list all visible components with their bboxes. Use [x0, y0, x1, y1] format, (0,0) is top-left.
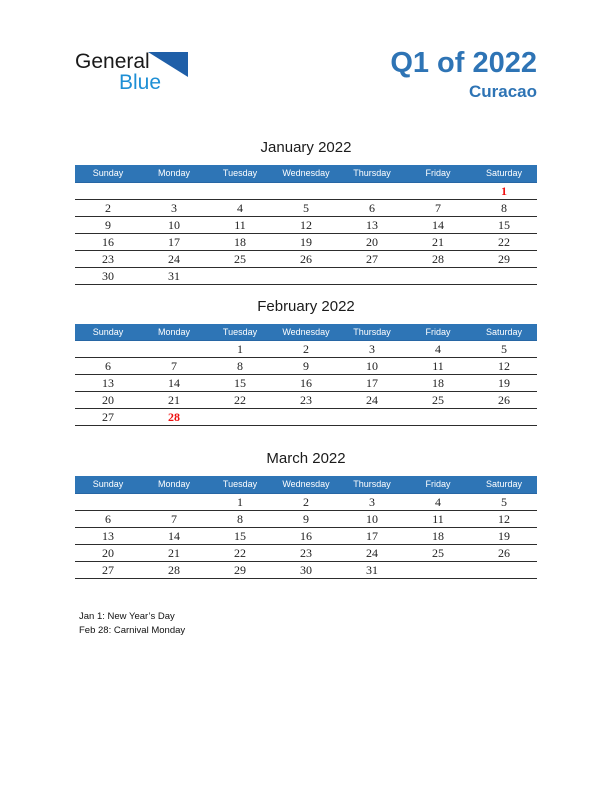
day-cell-empty	[207, 182, 273, 199]
weekday-header: Saturday	[471, 324, 537, 341]
day-cell: 4	[405, 341, 471, 358]
weekday-header: Tuesday	[207, 476, 273, 493]
day-cell: 16	[273, 375, 339, 392]
weekday-header: Wednesday	[273, 476, 339, 493]
week-row	[75, 544, 537, 561]
day-cell: 3	[141, 199, 207, 216]
weekday-header: Thursday	[339, 324, 405, 341]
month-february	[75, 298, 537, 427]
day-cell: 17	[141, 233, 207, 250]
day-cell: 17	[339, 375, 405, 392]
weekday-header: Tuesday	[207, 165, 273, 182]
day-cell: 7	[141, 510, 207, 527]
day-cell: 10	[339, 358, 405, 375]
day-cell: 23	[273, 544, 339, 561]
weekday-header: Monday	[141, 324, 207, 341]
day-cell: 13	[75, 375, 141, 392]
day-cell: 18	[207, 233, 273, 250]
holiday-footnote: Jan 1: New Year’s Day	[79, 610, 175, 622]
month-january	[75, 139, 537, 285]
weekday-header: Thursday	[339, 476, 405, 493]
weekday-header: Thursday	[339, 165, 405, 182]
day-cell: 13	[75, 527, 141, 544]
weekday-header: Friday	[405, 476, 471, 493]
day-cell: 18	[405, 527, 471, 544]
day-cell: 15	[207, 375, 273, 392]
calendar-table	[75, 476, 537, 579]
day-cell: 26	[471, 392, 537, 409]
day-cell-empty	[405, 561, 471, 578]
month-title: January 2022	[260, 139, 352, 156]
month-march	[75, 450, 537, 579]
weekday-header: Sunday	[75, 476, 141, 493]
month-title: February 2022	[257, 297, 355, 315]
day-cell: 24	[339, 392, 405, 409]
day-cell: 12	[273, 216, 339, 233]
weekday-header: Wednesday	[273, 165, 339, 182]
weekday-header: Monday	[141, 476, 207, 493]
day-cell: 27	[75, 561, 141, 578]
day-cell-empty	[75, 493, 141, 510]
day-cell-empty	[339, 182, 405, 199]
day-cell: 7	[141, 358, 207, 375]
day-cell-empty	[207, 267, 273, 284]
day-cell: 24	[339, 544, 405, 561]
region-subtitle: Curacao	[468, 82, 537, 102]
day-cell: 12	[471, 510, 537, 527]
day-cell: 3	[339, 493, 405, 510]
day-cell: 9	[75, 216, 141, 233]
day-cell: 19	[273, 233, 339, 250]
title-block	[390, 48, 537, 102]
week-row	[75, 493, 537, 510]
day-cell: 29	[471, 250, 537, 267]
day-cell-empty	[405, 182, 471, 199]
day-cell: 6	[75, 358, 141, 375]
day-cell-empty	[207, 409, 273, 426]
week-row	[75, 392, 537, 409]
day-cell: 26	[273, 250, 339, 267]
day-cell: 10	[141, 216, 207, 233]
holiday-footnotes	[79, 610, 537, 638]
weekday-header: Sunday	[75, 165, 141, 182]
weekday-header: Tuesday	[207, 324, 273, 341]
day-cell: 18	[405, 375, 471, 392]
day-cell: 14	[141, 375, 207, 392]
day-cell: 1	[207, 341, 273, 358]
day-cell-empty	[471, 409, 537, 426]
day-cell: 14	[405, 216, 471, 233]
day-cell: 4	[405, 493, 471, 510]
day-cell: 16	[273, 527, 339, 544]
day-cell: 15	[471, 216, 537, 233]
day-cell: 16	[75, 233, 141, 250]
day-cell-empty	[273, 267, 339, 284]
week-row	[75, 409, 537, 426]
day-cell-empty	[141, 182, 207, 199]
week-row	[75, 199, 537, 216]
week-row	[75, 250, 537, 267]
day-cell: 5	[471, 341, 537, 358]
weekday-header: Friday	[405, 324, 471, 341]
day-cell: 12	[471, 358, 537, 375]
day-cell-empty	[75, 182, 141, 199]
weekday-header: Monday	[141, 165, 207, 182]
day-cell: 29	[207, 561, 273, 578]
day-cell: 3	[339, 341, 405, 358]
week-row	[75, 561, 537, 578]
day-cell-empty	[141, 493, 207, 510]
day-cell: 13	[339, 216, 405, 233]
day-cell-empty	[273, 182, 339, 199]
day-cell: 22	[471, 233, 537, 250]
day-cell: 9	[273, 510, 339, 527]
day-cell: 27	[75, 409, 141, 426]
day-cell-empty	[141, 341, 207, 358]
day-cell-empty	[405, 409, 471, 426]
weekday-header: Saturday	[471, 165, 537, 182]
day-cell: 11	[405, 358, 471, 375]
day-cell: 8	[207, 510, 273, 527]
day-cell: 20	[75, 544, 141, 561]
day-cell: 28	[405, 250, 471, 267]
weekday-header: Sunday	[75, 324, 141, 341]
day-cell: 30	[75, 267, 141, 284]
day-cell: 21	[141, 392, 207, 409]
day-cell: 10	[339, 510, 405, 527]
week-row	[75, 233, 537, 250]
day-cell-empty	[471, 561, 537, 578]
quarter-title: Q1 of 2022	[390, 47, 537, 79]
day-cell: 7	[405, 199, 471, 216]
day-cell: 11	[405, 510, 471, 527]
day-cell: 22	[207, 392, 273, 409]
day-cell-empty	[405, 267, 471, 284]
day-cell-empty	[75, 341, 141, 358]
day-cell: 8	[207, 358, 273, 375]
day-cell: 2	[273, 493, 339, 510]
day-cell: 15	[207, 527, 273, 544]
calendar-table	[75, 324, 537, 427]
day-cell: 20	[339, 233, 405, 250]
day-cell: 1	[207, 493, 273, 510]
day-cell: 22	[207, 544, 273, 561]
day-cell: 23	[75, 250, 141, 267]
day-cell: 25	[207, 250, 273, 267]
months-container	[75, 139, 537, 579]
day-cell: 26	[471, 544, 537, 561]
day-cell: 24	[141, 250, 207, 267]
day-cell: 28	[141, 409, 207, 426]
weekday-header: Wednesday	[273, 324, 339, 341]
day-cell-empty	[273, 409, 339, 426]
day-cell: 30	[273, 561, 339, 578]
page-header	[75, 48, 537, 112]
day-cell: 5	[471, 493, 537, 510]
day-cell: 25	[405, 392, 471, 409]
day-cell: 19	[471, 527, 537, 544]
day-cell: 23	[273, 392, 339, 409]
month-title: March 2022	[266, 450, 346, 467]
week-row	[75, 375, 537, 392]
week-row	[75, 527, 537, 544]
day-cell-empty	[339, 409, 405, 426]
day-cell: 6	[75, 510, 141, 527]
day-cell: 2	[75, 199, 141, 216]
day-cell: 2	[273, 341, 339, 358]
day-cell: 4	[207, 199, 273, 216]
day-cell: 1	[471, 182, 537, 199]
day-cell: 14	[141, 527, 207, 544]
day-cell: 21	[405, 233, 471, 250]
day-cell: 17	[339, 527, 405, 544]
weekday-header: Friday	[405, 165, 471, 182]
day-cell-empty	[339, 267, 405, 284]
weekday-header: Saturday	[471, 476, 537, 493]
week-row	[75, 358, 537, 375]
day-cell: 5	[273, 199, 339, 216]
day-cell: 31	[339, 561, 405, 578]
day-cell: 11	[207, 216, 273, 233]
day-cell: 8	[471, 199, 537, 216]
holiday-footnote: Feb 28: Carnival Monday	[79, 624, 186, 636]
day-cell: 27	[339, 250, 405, 267]
day-cell: 19	[471, 375, 537, 392]
day-cell-empty	[471, 267, 537, 284]
calendar-table	[75, 165, 537, 285]
day-cell: 9	[273, 358, 339, 375]
general-blue-logo	[75, 51, 205, 99]
logo-word-blue: Blue	[119, 71, 162, 94]
day-cell: 31	[141, 267, 207, 284]
day-cell: 20	[75, 392, 141, 409]
day-cell: 28	[141, 561, 207, 578]
week-row	[75, 216, 537, 233]
day-cell: 21	[141, 544, 207, 561]
week-row	[75, 182, 537, 199]
logo-word-general: General	[75, 50, 150, 73]
week-row	[75, 267, 537, 284]
day-cell: 6	[339, 199, 405, 216]
week-row	[75, 341, 537, 358]
day-cell: 25	[405, 544, 471, 561]
week-row	[75, 510, 537, 527]
